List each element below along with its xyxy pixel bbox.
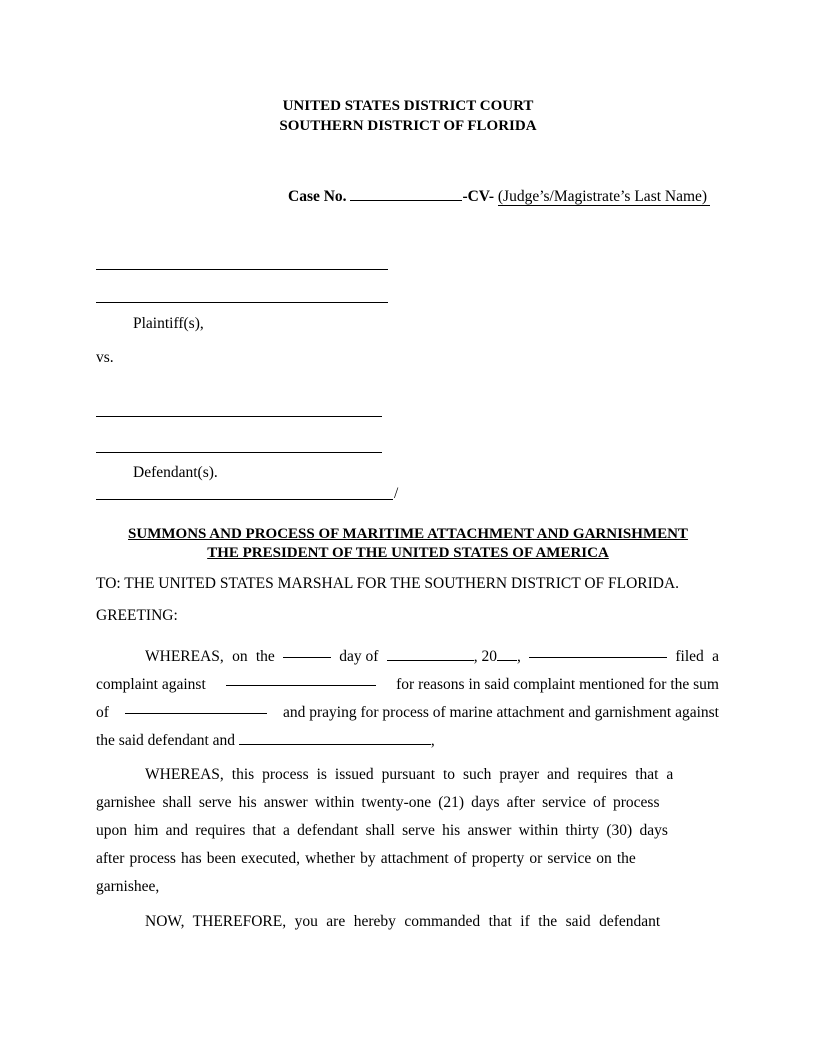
paragraph-1-line-1 (96, 643, 719, 671)
text-word: the (255, 648, 275, 665)
text-line: upon him and requires that a defendant shall serve his answer within thirty (30) days (96, 822, 668, 839)
court-district: SOUTHERN DISTRICT OF FLORIDA (279, 118, 537, 134)
judge-name-placeholder[interactable]: (Judge’s/Magistrate’s Last Name) (498, 188, 710, 206)
paragraph-3-line-1 (96, 908, 670, 936)
caption-slash: / (394, 485, 399, 502)
text-line: WHEREAS, this process is issued pursuant to such prayer and requires that a (145, 766, 674, 783)
plaintiff-name-line-1[interactable] (96, 269, 388, 270)
defendant-name-line-2[interactable] (96, 452, 382, 453)
whereas-paragraph-2 (96, 761, 694, 901)
text-word: a (712, 648, 719, 665)
document-title: SUMMONS AND PROCESS OF MARITIME ATTACHMENT AND GARNISHMENT (128, 526, 688, 542)
greeting-line: GREETING: (96, 607, 178, 624)
paragraph-1-line-3 (96, 699, 719, 727)
caption-closing-line (96, 499, 393, 500)
month-blank[interactable] (387, 646, 474, 661)
text-word: , 20 (473, 648, 497, 665)
versus-label: vs. (96, 349, 114, 366)
text-segment: the said defendant and (96, 732, 236, 749)
text-word: WHEREAS, (145, 648, 224, 665)
court-name: UNITED STATES DISTRICT COURT (282, 98, 534, 114)
sum-blank[interactable] (125, 699, 267, 714)
text-line: garnishee shall serve his answer within twenty-one (21) days after service of process (96, 794, 660, 811)
whereas-paragraph-1 (96, 643, 719, 755)
garnishee-blank[interactable] (239, 730, 431, 745)
text-segment: for reasons in said complaint mentioned for the sum (396, 676, 719, 693)
paragraph-1-line-2 (96, 671, 719, 699)
defendant-name-line-1[interactable] (96, 416, 382, 417)
text-segment: , (430, 732, 435, 749)
case-number-blank[interactable] (350, 186, 462, 201)
paragraph-2-line-3 (96, 817, 694, 845)
text-word: on (232, 648, 248, 665)
paragraph-2-line-2 (96, 789, 694, 817)
now-therefore-paragraph (96, 908, 670, 936)
defendant-label: Defendant(s). (133, 464, 218, 481)
plaintiff-label: Plaintiff(s), (133, 315, 204, 332)
case-number-line (288, 186, 710, 206)
text-segment: complaint against (96, 676, 206, 693)
text-word: day of (339, 648, 379, 665)
paragraph-1-line-4 (96, 727, 719, 755)
document-subtitle: THE PRESIDENT OF THE UNITED STATES OF AMERICA (207, 545, 609, 561)
text-line: garnishee, (96, 878, 160, 895)
case-cv-label: -CV- (462, 188, 494, 205)
day-blank[interactable] (283, 643, 331, 658)
plaintiff-name-line-2[interactable] (96, 302, 388, 303)
defendant-blank[interactable] (226, 671, 376, 686)
text-segment: and praying for process of marine attachment and garnishment against (282, 704, 719, 721)
text-line: after process has been executed, whether by attachment of property or service on the (96, 850, 636, 867)
plaintiff-blank[interactable] (529, 643, 667, 658)
text-line: NOW, THEREFORE, you are hereby commanded that if the said defendant (145, 913, 661, 930)
year-blank[interactable] (497, 646, 517, 661)
addressee-line: TO: THE UNITED STATES MARSHAL FOR THE SOUTHERN DISTRICT OF FLORIDA. (96, 575, 680, 592)
paragraph-2-line-1 (96, 761, 694, 789)
text-word: filed (675, 648, 704, 665)
text-word: , (516, 648, 521, 665)
case-no-label: Case No. (288, 188, 347, 205)
paragraph-2-line-4 (96, 845, 694, 873)
text-segment: of (96, 704, 109, 721)
paragraph-2-line-5 (96, 873, 694, 901)
